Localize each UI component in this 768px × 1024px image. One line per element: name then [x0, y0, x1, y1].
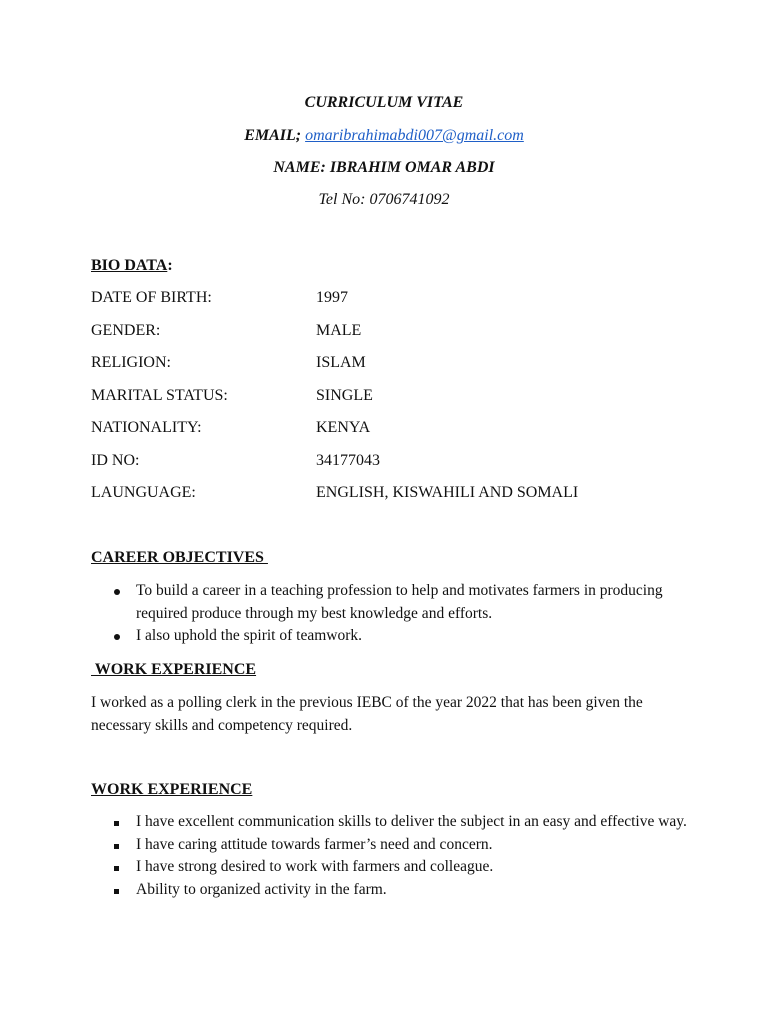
bio-label: LAUNGUAGE: — [91, 484, 196, 501]
bio-value: MALE — [316, 322, 362, 339]
bio-value: ISLAM — [316, 354, 366, 371]
bio-label: DATE OF BIRTH: — [91, 289, 212, 306]
bio-row-id-no — [91, 451, 691, 471]
bio-label: RELIGION: — [91, 354, 171, 371]
bio-row-religion — [91, 353, 691, 373]
list-item-text: Ability to organized activity in the farm. — [136, 880, 387, 898]
bio-row-marital-status — [91, 386, 691, 406]
bio-data-heading — [91, 256, 173, 276]
email-link[interactable]: omaribrahimabdi007@gmail.com — [305, 127, 524, 144]
career-objectives-heading — [91, 548, 268, 568]
career-objectives-list — [91, 580, 691, 648]
bullet-dot-icon — [114, 625, 120, 648]
list-item — [91, 625, 691, 648]
bio-value: 34177043 — [316, 452, 380, 469]
list-item — [91, 834, 691, 857]
list-item — [91, 811, 691, 834]
cv-title: CURRICULUM VITAE — [304, 94, 464, 111]
bio-row-nationality — [91, 418, 691, 438]
bio-label: NATIONALITY: — [91, 419, 202, 436]
work-experience-heading-1 — [91, 660, 256, 680]
bio-value: ENGLISH, KISWAHILI AND SOMALI — [316, 484, 579, 501]
list-item-text: I also uphold the spirit of teamwork. — [136, 627, 362, 644]
work-experience-heading-2 — [91, 780, 252, 800]
list-item-text: To build a career in a teaching profession to help and motivates farmers in producing required produce through my best knowledge and efforts. — [136, 582, 663, 622]
tel-line: Tel No: 0706741092 — [318, 191, 450, 208]
name-line: NAME: IBRAHIM OMAR ABDI — [273, 159, 495, 176]
email-label: EMAIL; — [244, 127, 302, 144]
bio-data-heading-colon: : — [167, 257, 173, 274]
bio-row-gender — [91, 321, 691, 341]
bio-label: ID NO: — [91, 452, 140, 469]
bio-value: SINGLE — [316, 387, 373, 404]
bio-value: KENYA — [316, 419, 371, 436]
work-experience-heading-2-text: WORK EXPERIENCE — [91, 781, 253, 798]
bio-value: 1997 — [316, 289, 348, 306]
list-item-text: I have caring attitude towards farmer’s need and concern. — [136, 835, 493, 853]
career-objectives-heading-text: CAREER OBJECTIVES — [91, 549, 268, 566]
work-experience-heading-1-text: WORK EXPERIENCE — [91, 661, 257, 678]
bio-label: GENDER: — [91, 322, 161, 339]
bio-label: MARITAL STATUS: — [91, 387, 228, 404]
bullet-square-icon — [114, 856, 119, 879]
bullet-dot-icon — [114, 580, 120, 603]
list-item — [91, 879, 691, 902]
bullet-square-icon — [114, 811, 119, 834]
bullet-square-icon — [114, 879, 119, 902]
list-item-text: I have strong desired to work with farmers and colleague. — [136, 858, 494, 875]
work-experience-paragraph: I worked as a polling clerk in the previous IEBC of the year 2022 that has been given the necessary skills and competency required. — [91, 694, 643, 734]
bio-row-language — [91, 483, 691, 503]
bio-row-dob — [91, 288, 691, 308]
email-line — [0, 126, 768, 146]
bio-data-heading-text: BIO DATA — [91, 257, 168, 274]
list-item — [91, 856, 691, 879]
list-item-text: I have excellent communication skills to deliver the subject in an easy and effective way. — [136, 813, 687, 830]
list-item — [91, 580, 691, 625]
work-experience-list — [91, 811, 691, 901]
bullet-square-icon — [114, 834, 119, 857]
